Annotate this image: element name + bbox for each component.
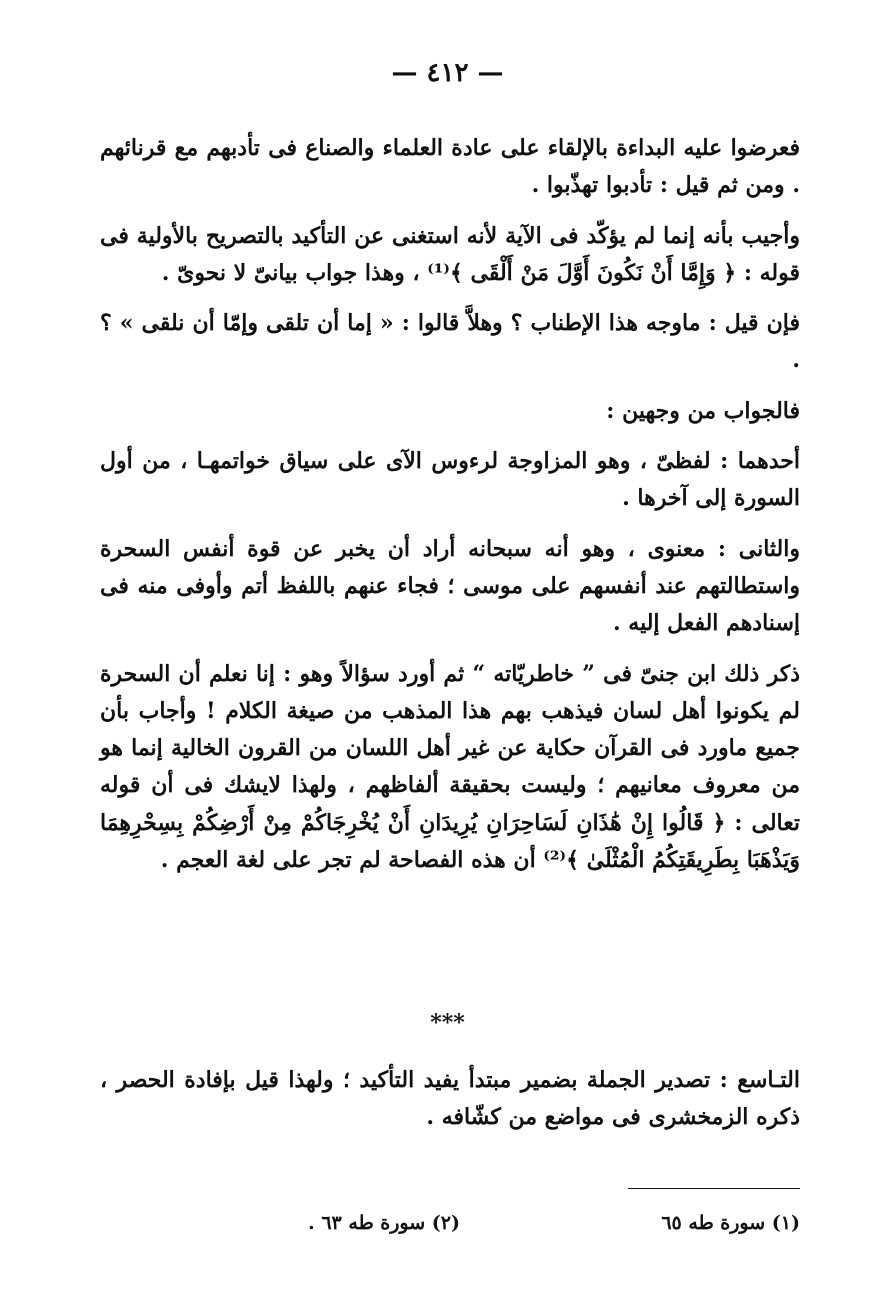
section-separator: *** — [430, 1010, 465, 1036]
paragraph-2: وأجيب بأنه إنما لم يؤكّد فى الآية لأنه استغنى عن التأكيد بالتصريح بالأولية فى قوله : ﴿ وَإِمَّا أَنْ نَكُونَ أَوَّلَ مَنْ أَلْقَى ﴾⁽¹⁾ ، وهذا جواب بيانىّ لا نحوىّ . — [100, 222, 800, 286]
page-number: — ٤١٢ — — [391, 58, 504, 88]
paragraph-7: ذكر ذلك ابن جنىّ فى ” خاطريّاته “ ثم أورد سؤالاً وهو : إنا نعلم أن السحرة لم يكونوا أهل لسان فيذهب بهم هذا المذهب من صيغة الكلام ! وأجاب بأن جميع ماورد فى القرآن حكاية عن غير أهل اللسان من القرون الخالية إنما هو من معروف معانيهم ؛ وليست بحقيقة ألفاظهم ، ولهذا لايشك فى أن قوله تعالى : ﴿ قَالُوا إِنْ هَٰذَانِ لَسَاحِرَانِ يُرِيدَانِ أَنْ يُخْرِجَاكُمْ مِنْ أَرْضِكُمْ بِسِحْرِهِمَا وَيَذْهَبَا بِطَرِيقَتِكُمُ الْمُثْلَىٰ ﴾⁽²⁾ أن هذه الفصاحة لم تجر على لغة العجم . — [100, 660, 800, 874]
closing-text — [100, 1062, 800, 1137]
paragraph-8: التـاسع : تصدير الجملة بضمير مبتدأ يفيد التأكيد ؛ ولهذا قيل بإفادة الحصر ، ذكره الزمخشرى فى مواضع من كشّافه . — [100, 1067, 800, 1131]
footnote-divider — [628, 1188, 800, 1189]
main-text — [100, 130, 800, 879]
paragraph-3: فإن قيل : ماوجه هذا الإطناب ؟ وهلاَّ قالوا : « إما أن تلقى وإمّا أن نلقى » ؟ . — [100, 310, 800, 374]
paragraph-6: والثانى : معنوى ، وهو أنه سبحانه أراد أن يخبر عن قوة أنفس السحرة واستطالتهم عند أنفسهم على موسى ؛ فجاء عنهم باللفظ أتم وأوفى منه فى إسنادهم الفعل إليه . — [100, 535, 800, 637]
paragraph-1: فعرضوا عليه البداءة بالإلقاء على عادة العلماء والصناع فى تأدبهم مع قرنائهم . ومن ثم قيل : تأدبوا تهذّبوا . — [100, 135, 800, 199]
footnote-1: (١) سورة طه ٦٥ — [661, 1212, 800, 1234]
footnote-2: (٢) سورة طه ٦٣ . — [308, 1212, 460, 1234]
paragraph-4: فالجواب من وجهين : — [606, 397, 800, 424]
paragraph-5: أحدهما : لفظىّ ، وهو المزاوجة لرءوس الآى على سياق خواتمهـا ، من أول السورة إلى آخرها . — [100, 448, 800, 512]
